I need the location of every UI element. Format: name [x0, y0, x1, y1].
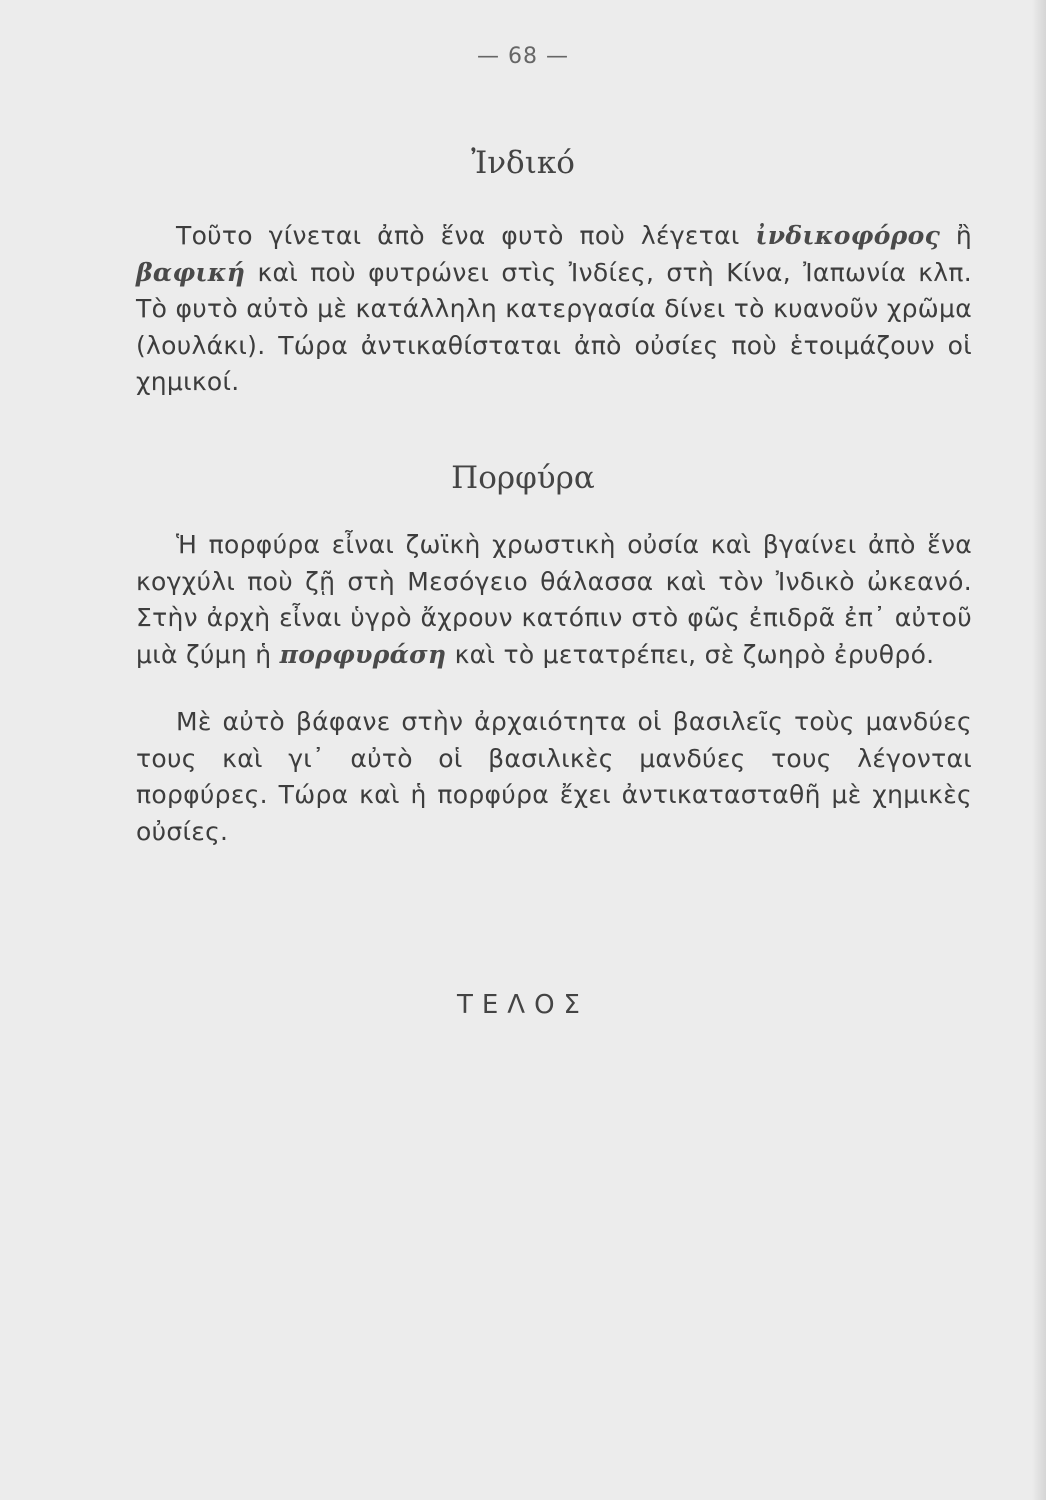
term-indikoforos: ἰνδικοφόρος: [755, 221, 941, 250]
section-heading-indigo: Ἰνδικό: [471, 145, 575, 181]
paragraph-purple-origin: [136, 527, 972, 673]
paragraph-purple-history: Μὲ αὐτὸ βάφανε στὴν ἀρχαιότητα οἱ βασιλεῖς τοὺς μανδύες τους καὶ γι᾽ αὐτὸ οἱ βασιλικὲς μανδύες τους λέγονται πορφύρες. Τώρα καὶ ἡ πορφύρα ἔχει ἀντικατασταθῆ μὲ χημικὲς οὐσίες.: [136, 707, 972, 846]
paragraph-indigo: [136, 218, 972, 401]
text-run: καὶ τὸ μετατρέπει, σὲ ζωηρὸ ἐρυθρό.: [446, 639, 935, 669]
page-edge-shadow: [1032, 0, 1046, 1500]
page-number: — 68 —: [477, 44, 569, 69]
term-porfyrasi: πορφυράση: [279, 639, 447, 669]
text-run: ἢ: [940, 221, 972, 250]
section-heading-purple: Πορφύρα: [451, 460, 595, 496]
text-run: καὶ ποὺ φυτρώνει στὶς Ἰνδίες, στὴ Κίνα, Ἰαπωνία κλπ. Τὸ φυτὸ αὐτὸ μὲ κατάλληλη κατεργασία δίνει τὸ κυανοῦν χρῶμα (λουλάκι). Τώρα ἀντικαθίσταται ἀπὸ οὐσίες ποὺ ἑτοιμάζουν οἱ χημικοί.: [136, 257, 972, 397]
end-mark: ΤΕΛΟΣ: [457, 990, 589, 1020]
text-run: Τοῦτο γίνεται ἀπὸ ἕνα φυτὸ ποὺ λέγεται: [176, 221, 756, 250]
term-vafiki: βαφική: [136, 257, 246, 287]
text-run: Ἡ πορφύρα εἶναι ζωϊκὴ χρωστικὴ οὐσία καὶ βγαίνει ἀπὸ ἕνα κογχύλι ποὺ ζῇ στὴ Μεσόγειο θάλασσα καὶ τὸν Ἰνδικὸ ὠκεανό. Στὴν ἀρχὴ εἶναι ὑγρὸ ἄχρουν κατόπιν στὸ φῶς ἐπιδρᾶ ἐπ᾽ αὐτοῦ μιὰ ζύμη ἡ: [136, 530, 972, 669]
